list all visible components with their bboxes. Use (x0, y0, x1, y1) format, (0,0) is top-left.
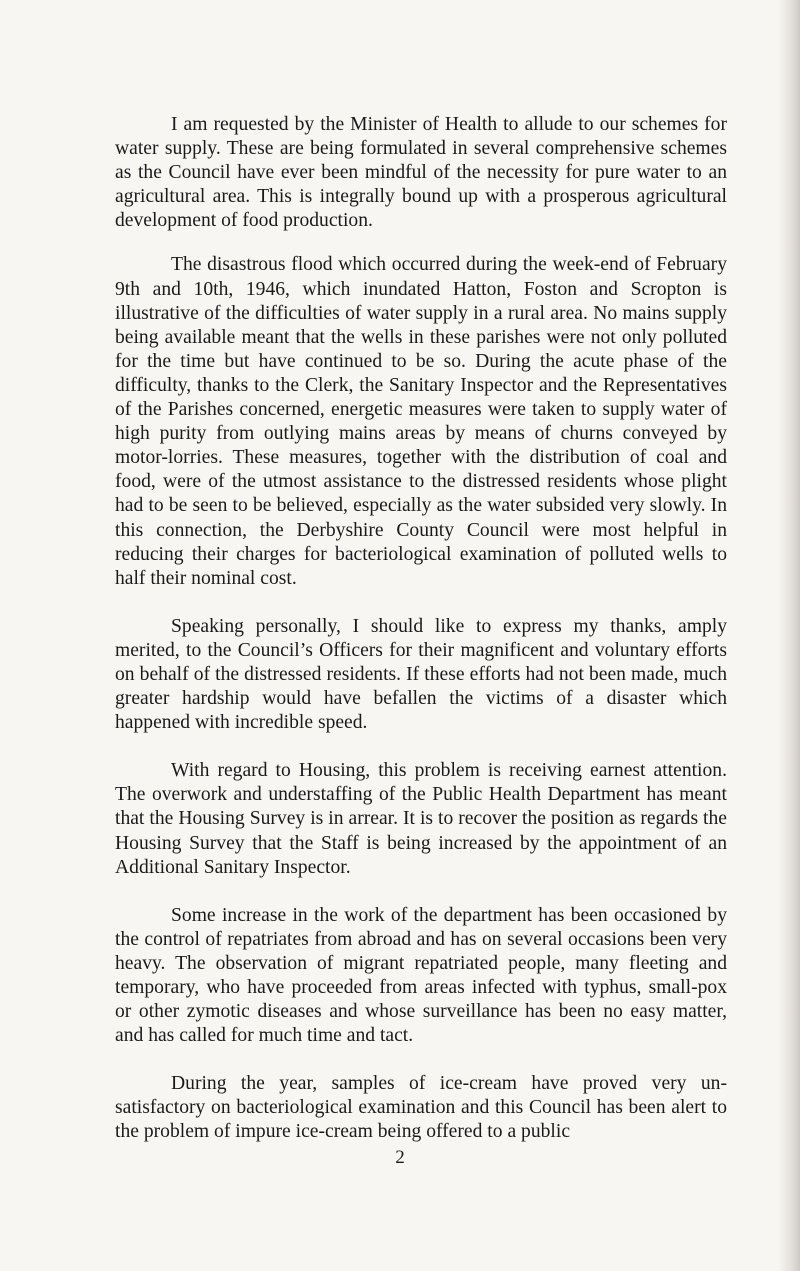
body-text (115, 113, 727, 1169)
paragraph-housing: With regard to Housing, this problem is receiving earnest attention. The overwork and understaffing of the Public Health Department has meant that the Housing Survey is in arrear. It is to recover the position as regards the Housing Survey that the Staff is being increased by the appointment of an Additional Sanitary Inspector. (115, 760, 727, 878)
page-edge-shadow (778, 0, 800, 1271)
paragraph-ice-cream: During the year, samples of ice-cream have proved very un-satisfactory on bacteriological examination and this Council has been alert to the problem of impure ice-cream being offered to a public (115, 1073, 727, 1143)
paragraph-thanks: Speaking personally, I should like to express my thanks, amply merited, to the Council’s Officers for their magnificent and voluntary efforts on behalf of the distressed residents. If these efforts had not been made, much greater hardship would have befallen the victims of a disaster which happened with incredible speed. (115, 615, 727, 734)
page-number: 2 (395, 1147, 405, 1168)
paragraph-flood: The disastrous flood which occurred during the week-end of February 9th and 10th, 1946, which inundated Hatton, Foston and Scropton is illustrative of the difficulties of water supply in a rural area. No mains supply being available meant that the wells in these parishes were not only polluted for the time but have continued to be so. During the acute phase of the difficulty, thanks to the Clerk, the Sanitary Inspector and the Representatives of the Parishes concerned, energetic measures were taken to supply water of high purity from outlying mains areas by means of churns conveyed by motor-lorries. These measures, together with the distribution of coal and food, were of the utmost assistance to the distressed residents whose plight had to be seen to be believed, especially as the water subsided very slowly. In this connection, the Derbyshire County Council were most helpful in reducing their charges for bacteriological examination of polluted wells to half their nominal cost. (115, 254, 727, 589)
paragraph-water-supply: I am requested by the Minister of Health to allude to our schemes for water supply. These are being formulated in several comprehensive schemes as the Council have ever been mindful of the necessity for pure water to an agricultural area. This is integrally bound up with a prosperous agricultural development of food production. (115, 114, 727, 232)
paragraph-repatriates: Some increase in the work of the department has been occasioned by the control of repatriates from abroad and has on several occasions been very heavy. The observation of migrant repatriated people, many fleeting and temporary, who have proceeded from areas infected with typhus, small-pox or other zymotic diseases and whose surveillance has been no easy matter, and has called for much time and tact. (115, 904, 727, 1047)
